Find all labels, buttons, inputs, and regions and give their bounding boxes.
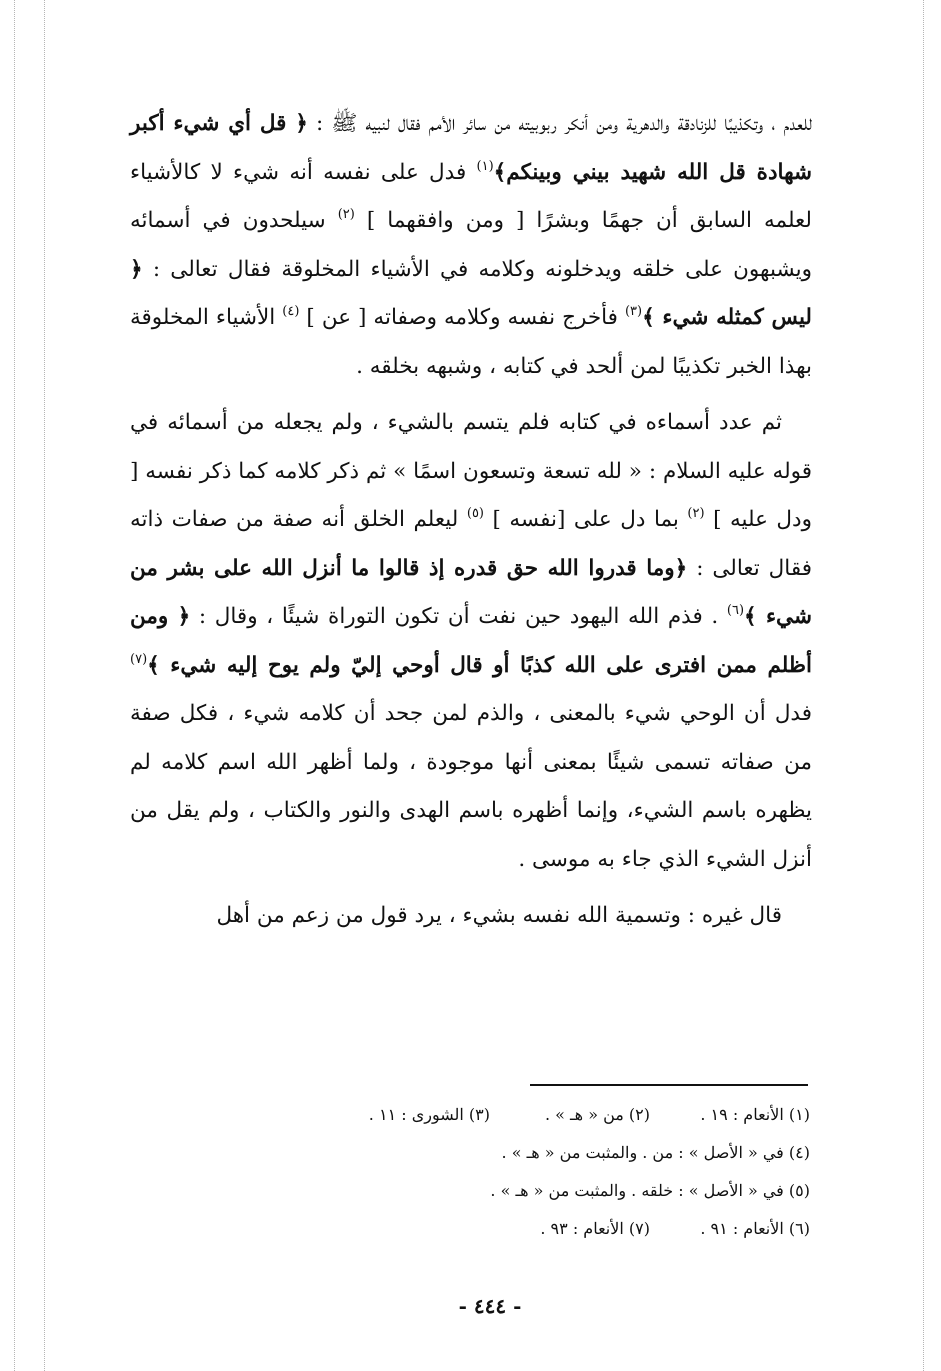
footnote-row <box>130 1096 810 1134</box>
text-run: فأخرج نفسه وكلامه وصفاته [ عن ] <box>299 305 625 330</box>
main-text <box>130 100 812 941</box>
quran-quote: ﴿ ليس كمثله شيء ﴾ <box>130 256 812 330</box>
text-run: سيلحدون في أسمائه ويشبهون على خلقه ويدخلونه وكلامه في الأشياء المخلوقة فقال تعالى : <box>130 208 812 282</box>
footnote-marker: (٢) <box>687 506 705 521</box>
text-run: . فذم الله اليهود حين نفت أن تكون التوراة شيئًا ، وقال : <box>190 604 727 629</box>
footnote-marker: (٧) <box>130 651 148 667</box>
text-run: بما دل على [نفسه ] <box>484 507 688 532</box>
paragraph-2 <box>130 399 812 884</box>
footnotes <box>130 1096 810 1248</box>
footnote-marker: (٣) <box>624 304 643 319</box>
footnote-row <box>130 1210 810 1248</box>
text-run: الأشياء المخلوقة بهذا الخبر تكذيبًا لمن ألحد في كتابه ، وشبهه بخلقه . <box>130 305 812 379</box>
text-run: ليعلم الخلق أنه صفة من صفات ذاته فقال تعالى : <box>130 507 812 581</box>
footnote-marker: (٦) <box>726 603 745 618</box>
page-number: - ٤٤٤ - <box>458 1294 522 1318</box>
margin-guide-line-left-outer <box>14 0 15 1371</box>
text-run: للعدم ، وتكذيبًا للزنادقة والدهرية ومن أنكر ربوبيته من سائر الأمم فقال لنبيه ﷺ : <box>307 111 812 136</box>
footnote-marker: (١) <box>476 158 494 174</box>
margin-guide-line-right <box>923 0 924 1371</box>
footnote-marker: (٥) <box>466 506 484 521</box>
footnote-6: (٦) الأنعام : ٩١ . <box>700 1219 810 1238</box>
quran-quote: ﴿ قل أي شيء أكبر شهادة قل الله شهيد بيني وبينكم﴾ <box>130 111 812 185</box>
paragraph-1 <box>130 100 812 391</box>
footnote-row <box>130 1134 810 1172</box>
footnote-4: (٤) في « الأصل » : من . والمثبت من « هـ » . <box>501 1143 810 1162</box>
footnote-7: (٧) الأنعام : ٩٣ . <box>540 1219 650 1238</box>
footnote-marker: (٤) <box>282 304 300 319</box>
footnote-1: (١) الأنعام : ١٩ . <box>700 1105 810 1124</box>
quran-quote: ﴿وما قدروا الله حق قدره إذ قالوا ما أنزل الله على بشر من شيء ﴾ <box>130 555 812 629</box>
footnote-marker: (٢) <box>337 207 355 222</box>
footnote-row <box>130 1172 810 1210</box>
quran-quote: ﴿ ومن أظلم ممن افترى على الله كذبًا أو قال أوحي إليّ ولم يوح إليه شيء ﴾ <box>130 604 812 678</box>
text-run: فدل على نفسه أنه شيء لا كالأشياء لعلمه السابق أن جهمًا وبشرًا [ ومن وافقهما ] <box>130 159 812 233</box>
footnote-separator <box>530 1084 808 1086</box>
text-run: فدل أن الوحي شيء بالمعنى ، والذم لمن جحد أن كلامه شيء ، فكل صفة من صفاته تسمى شيئًا بمعنى أنها موجودة ، ولما أظهر الله اسم كلامه لم يظهره باسم الشيء، وإنما أظهره باسم الهدى والنور والكتاب ، ولم يقل من أنزل الشيء الذي جاء به موسى . <box>130 701 812 872</box>
margin-guide-line-left-inner <box>44 0 45 1371</box>
paragraph-3 <box>130 892 812 941</box>
footnote-3: (٣) الشورى : ١١ . <box>368 1105 490 1124</box>
text-run: ثم عدد أسماءه في كتابه فلم يتسم بالشيء ، ولم يجعله من أسمائه في قوله عليه السلام : « لله تسعة وتسعون اسمًا » ثم ذكر كلامه كما ذكر نفسه [ ودل عليه ] <box>130 410 813 532</box>
footnote-5: (٥) في « الأصل » : خلقه . والمثبت من « هـ » . <box>490 1181 810 1200</box>
text-run: قال غيره : وتسمية الله نفسه بشيء ، يرد قول من زعم من أهل <box>216 903 782 928</box>
footnote-2: (٢) من « هـ » . <box>544 1105 650 1124</box>
